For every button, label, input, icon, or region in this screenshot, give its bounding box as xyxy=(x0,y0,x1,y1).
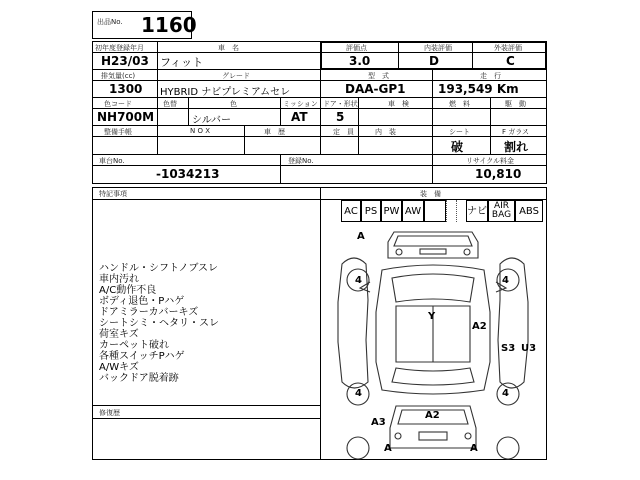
fglass-value: 割れ xyxy=(504,140,529,154)
remark-line: ボディ退色・Pハゲ xyxy=(99,296,185,307)
displacement-value: 1300 xyxy=(109,82,143,96)
car-diagram xyxy=(320,222,547,460)
remark-line: A/C動作不良 xyxy=(99,285,157,296)
equipment-label: 装 備 xyxy=(420,190,441,198)
remark-line: ハンドル・シフトノブスレ xyxy=(99,263,218,274)
inspection-label: 車 検 xyxy=(388,100,409,108)
grade-value: HYBRID ナビプレミアムセレ xyxy=(160,87,291,98)
score-label: 評価点 xyxy=(346,44,367,52)
seat-value: 破 xyxy=(451,140,464,154)
reg-no-label: 登録No. xyxy=(288,157,314,165)
mission-label: ミッション xyxy=(283,100,318,108)
car-name-value: フィット xyxy=(160,56,204,69)
equip-ps: PS xyxy=(361,200,381,222)
interior-label: 内装評価 xyxy=(424,44,452,52)
remark-line: 荷室キズ xyxy=(99,329,139,340)
interior2-label: 内 装 xyxy=(375,128,396,136)
equip-ac: AC xyxy=(341,200,361,222)
mileage-value: 193,549 Km xyxy=(438,82,519,96)
capacity-label: 定 員 xyxy=(333,128,354,136)
service-book-label: 整備手帳 xyxy=(104,128,132,136)
lot-number: 1160 xyxy=(141,13,197,37)
remark-line: シートシミ・ヘタリ・スレ xyxy=(99,318,219,329)
remark-line: A/Wキズ xyxy=(99,362,139,373)
color-code-value: NH700M xyxy=(97,110,155,124)
grade-label: グレード xyxy=(222,72,250,80)
mark-u3: U3 xyxy=(521,343,537,354)
mark-wheel-rr: 4 xyxy=(502,388,509,399)
model-value: DAA-GP1 xyxy=(345,82,406,96)
lot-number-label: 出品No. xyxy=(97,18,123,26)
equip-aw: AW xyxy=(402,200,424,222)
mark-wheel-rl: 4 xyxy=(355,388,362,399)
score-value: 3.0 xyxy=(349,54,371,68)
mark-top-a: A xyxy=(357,231,365,242)
nox-label: N O X xyxy=(190,127,210,135)
first-reg-label: 初年度登録年月 xyxy=(95,44,144,52)
color-label: 色 xyxy=(230,100,237,108)
car-name-label: 車 名 xyxy=(218,44,239,52)
remark-line: カーペット破れ xyxy=(99,340,169,351)
doors-value: 5 xyxy=(336,110,345,124)
doors-label: ドア・形状 xyxy=(323,100,358,108)
equip-navi: ナビ xyxy=(466,200,488,222)
drive-label: 駆 動 xyxy=(505,100,526,108)
mark-roof-y: Y xyxy=(428,311,436,322)
fglass-label: F ガラス xyxy=(502,128,530,136)
chassis-value: -1034213 xyxy=(156,167,220,181)
remark-line: ドアミラーカバーキズ xyxy=(99,307,199,318)
mark-wheel-fl: 4 xyxy=(355,275,362,286)
equip-blank xyxy=(424,200,446,222)
remark-line: バックドア脱着跡 xyxy=(99,373,179,384)
recycle-value: 10,810 xyxy=(475,167,522,181)
repair-label: 修復歴 xyxy=(99,409,120,417)
exterior-label: 外装評価 xyxy=(494,44,522,52)
seat-label: シート xyxy=(449,128,470,136)
equip-abs: ABS xyxy=(515,200,543,222)
mark-wheel-fr: 4 xyxy=(502,275,509,286)
fuel-label: 燃 料 xyxy=(449,100,470,108)
mileage-label: 走 行 xyxy=(480,72,501,80)
remark-line: 各種スイッチPハゲ xyxy=(99,351,185,362)
remarks-label: 特記事項 xyxy=(99,190,127,198)
recycle-label: リサイクル料金 xyxy=(466,157,515,165)
mark-bottom-a-right: A xyxy=(470,443,478,454)
exterior-value: C xyxy=(506,54,515,68)
mark-back-a2: A2 xyxy=(425,410,440,421)
chassis-label: 車台No. xyxy=(99,157,125,165)
displacement-label: 排気量(cc) xyxy=(101,72,136,80)
mission-value: AT xyxy=(291,110,308,124)
mark-s3: S3 xyxy=(501,343,516,354)
mark-right-a2: A2 xyxy=(472,321,487,332)
remark-line: 車内汚れ xyxy=(99,274,139,285)
color-code-label: 色コード xyxy=(104,100,132,108)
mark-back-a3: A3 xyxy=(371,417,386,428)
equip-airbag: AIR BAG xyxy=(488,200,515,222)
model-label: 型 式 xyxy=(368,72,389,80)
color-change-label: 色替 xyxy=(163,100,177,108)
interior-value: D xyxy=(429,54,439,68)
history-label: 車 歴 xyxy=(264,128,285,136)
equip-pw: PW xyxy=(381,200,402,222)
mark-bottom-a-left: A xyxy=(384,443,392,454)
color-value: シルバー xyxy=(192,115,232,126)
first-reg-value: H23/03 xyxy=(101,54,149,68)
